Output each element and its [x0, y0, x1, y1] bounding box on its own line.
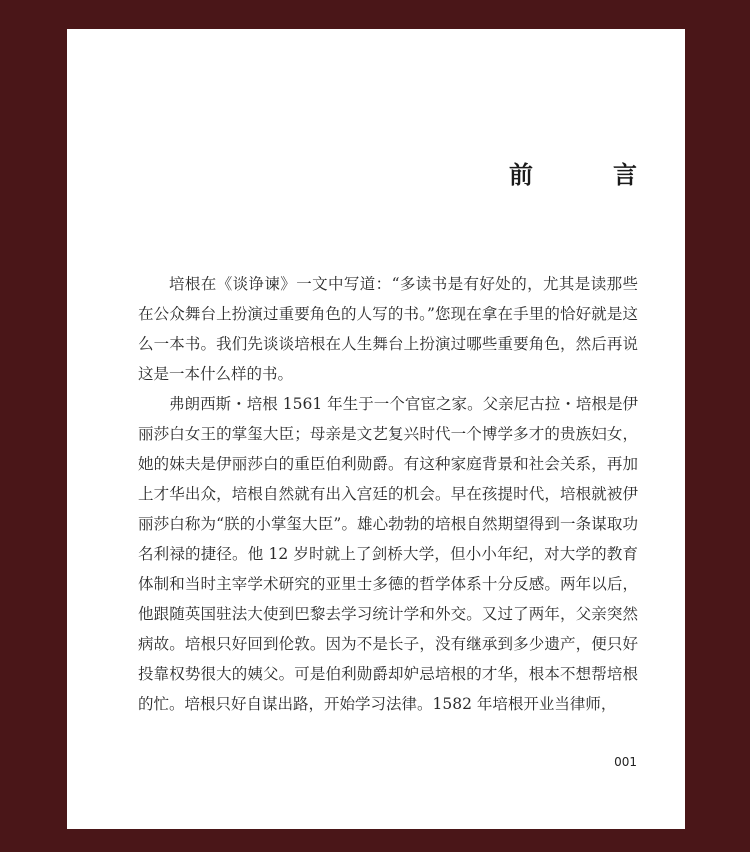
book-page — [67, 29, 685, 829]
chapter-title: 前 言 — [509, 160, 665, 189]
paragraph-2: 弗朗西斯・培根 1561 年生于一个官宦之家。父亲尼古拉・培根是伊丽莎白女王的掌玺大臣；母亲是文艺复兴时代一个博学多才的贵族妇女，她的妹夫是伊丽莎白的重臣伯利勋爵。有这种家庭背景和社会关系，再加上才华出众，培根自然就有出入宫廷的机会。早在孩提时代，培根就被伊丽莎白称为“朕的小掌玺大臣”。雄心勃勃的培根自然期望得到一条谋取功名利禄的捷径。他 12 岁时就上了剑桥大学，但小小年纪，对大学的教育体制和当时主宰学术研究的亚里士多德的哲学体系十分反感。两年以后，他跟随英国驻法大使到巴黎去学习统计学和外交。又过了两年，父亲突然病故。培根只好回到伦敦。因为不是长子，没有继承到多少遗产，便只好投靠权势很大的姨父。可是伯利勋爵却妒忌培根的才华，根本不想帮培根的忙。培根只好自谋出路，开始学习法律。1582 年培根开业当律师， — [138, 395, 638, 713]
paragraph-1: 培根在《谈诤谏》一文中写道：“多读书是有好处的，尤其是读那些在公众舞台上扮演过重要角色的人写的书。”您现在拿在手里的恰好就是这么一本书。我们先谈谈培根在人生舞台上扮演过哪些重要角色，然后再说这是一本什么样的书。 — [138, 275, 638, 383]
body-text — [138, 269, 638, 719]
page-number: 001 — [614, 755, 637, 769]
